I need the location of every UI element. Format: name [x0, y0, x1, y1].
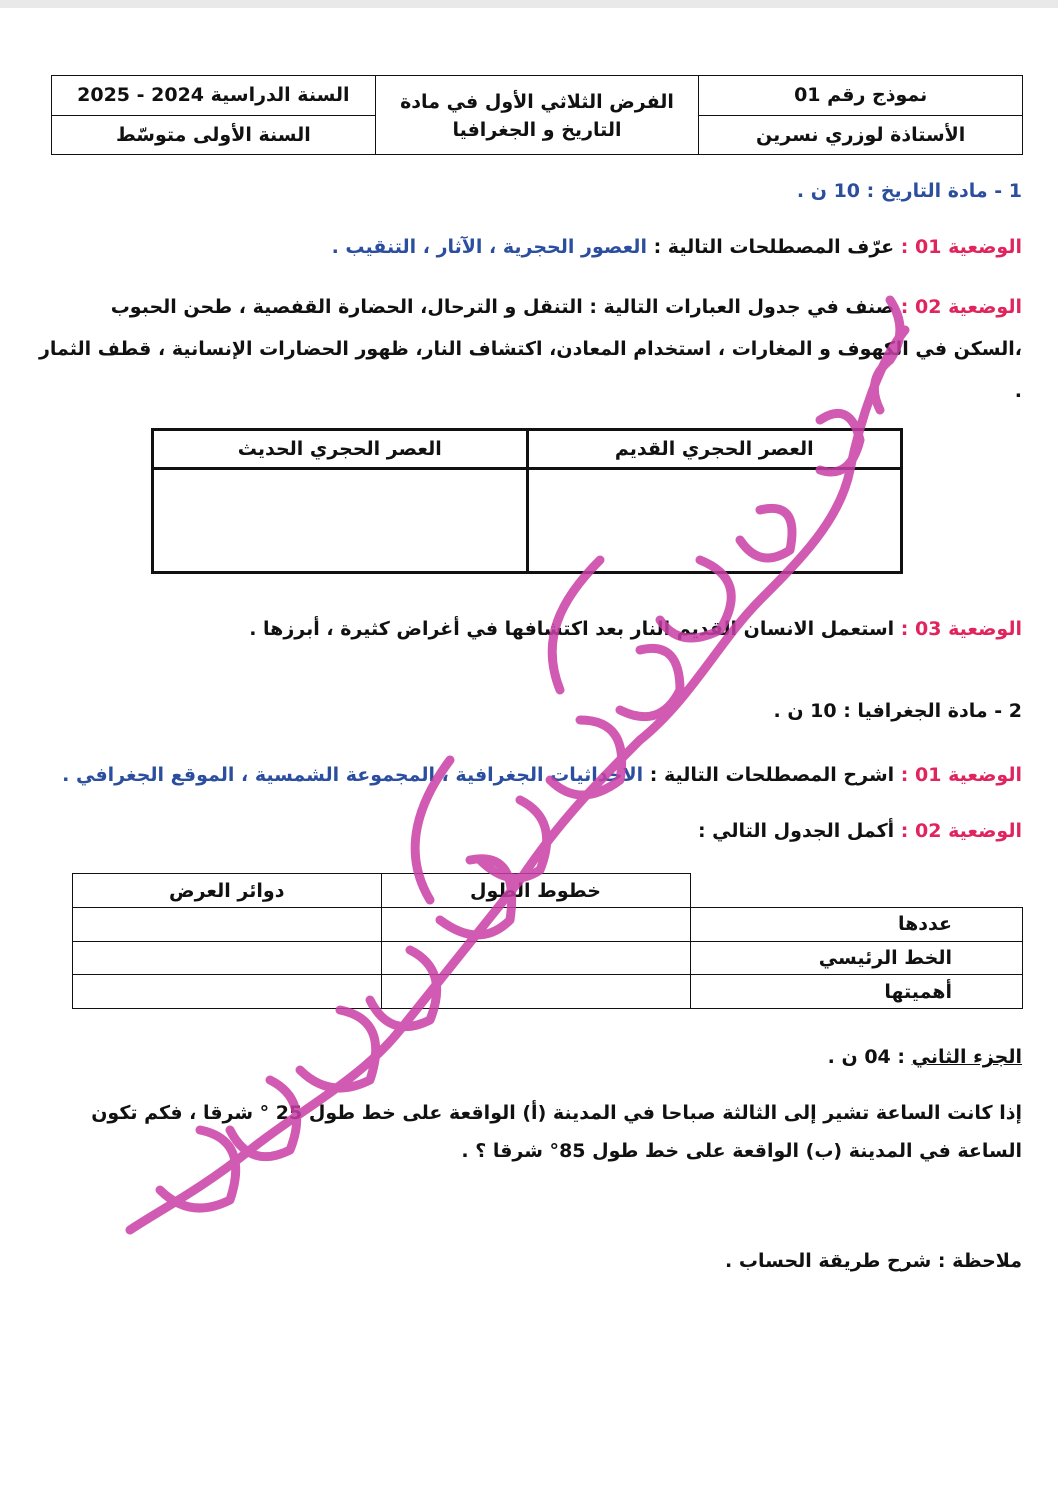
exam-title-line2: التاريخ و الجغرافيا	[452, 119, 622, 141]
history-situation-2	[37, 286, 1022, 412]
history-situation-3	[249, 618, 1022, 640]
row-label-count: عددها	[690, 908, 1023, 942]
answer-cell[interactable]	[381, 975, 690, 1009]
answer-cell[interactable]	[73, 975, 382, 1009]
grade-level: السنة الأولى متوسّط	[52, 115, 376, 155]
exam-title-line1: الفرض الثلاثي الأول في مادة	[400, 91, 674, 113]
situation-label: الوضعية 01 :	[900, 236, 1022, 258]
stone-age-table	[151, 428, 903, 574]
row-label-main-line: الخط الرئيسي	[690, 941, 1023, 975]
part2-heading	[828, 1046, 1022, 1068]
situation-text: عرّف المصطلحات التالية :	[653, 236, 895, 258]
teacher-name: الأستاذة لوزري نسرين	[699, 115, 1023, 155]
answer-cell-paleolithic[interactable]	[527, 469, 902, 573]
model-number: نموذج رقم 01	[699, 76, 1023, 116]
longitude-latitude-table-wrap	[72, 873, 1023, 1009]
part2-question: إذا كانت الساعة تشير إلى الثالثة صباحا في المدينة (أ) الواقعة على خط طول 25 ° شرقا ، فكم تكون الساعة في المدينة (ب) الواقعة على خط طول 85° شرقا ؟ .	[91, 1102, 1022, 1162]
answer-cell[interactable]	[381, 908, 690, 942]
col-latitude: دوائر العرض	[73, 874, 382, 908]
scan-top-edge	[0, 0, 1058, 8]
row-label-importance: أهميتها	[690, 975, 1023, 1009]
school-year: السنة الدراسية 2024 - 2025	[52, 76, 376, 116]
col-neolithic: العصر الحجري الحديث	[153, 430, 528, 469]
answer-cell-neolithic[interactable]	[153, 469, 528, 573]
situation-terms: الاحداثيات الجغرافية ، المجموعة الشمسية ، الموقع الجغرافي .	[62, 764, 644, 786]
geography-heading: 2 - مادة الجغرافيا : 10 ن .	[773, 700, 1022, 722]
situation-label: الوضعية 02 :	[900, 296, 1022, 318]
situation-label: الوضعية 01 :	[900, 764, 1022, 786]
situation-text: استعمل الانسان القديم النار بعد اكتشافها في أغراض كثيرة ، أبرزها .	[249, 618, 895, 640]
exam-header-table	[51, 75, 1023, 155]
history-situation-1	[332, 236, 1022, 258]
situation-terms: العصور الحجرية ، الآثار ، التنقيب .	[331, 236, 647, 258]
part2-points: : 04 ن .	[827, 1046, 905, 1068]
geography-situation-1	[62, 764, 1022, 786]
history-heading: 1 - مادة التاريخ : 10 ن .	[796, 180, 1022, 202]
part2-title: الجزء الثاني	[911, 1046, 1022, 1068]
col-paleolithic: العصر الحجري القديم	[527, 430, 902, 469]
longitude-latitude-table	[72, 873, 1023, 1009]
situation-text: صنف في جدول العبارات التالية : التنقل و الترحال، الحضارة القفصية ، طحن الحبوب ،السكن في الكهوف و المغارات ، استخدام المعادن، اكتشاف النار، ظهور الحضارات الإنسانية ، قطف الثمار .	[38, 296, 1022, 402]
situation-text: أكمل الجدول التالي :	[697, 820, 895, 842]
col-longitude: خطوط الطول	[381, 874, 690, 908]
situation-label: الوضعية 02 :	[900, 820, 1022, 842]
blank-corner	[690, 874, 1023, 908]
part2-note: ملاحظة : شرح طريقة الحساب .	[725, 1250, 1022, 1272]
exam-title	[375, 76, 699, 155]
answer-cell[interactable]	[381, 941, 690, 975]
situation-text: اشرح المصطلحات التالية :	[649, 764, 895, 786]
answer-cell[interactable]	[73, 941, 382, 975]
answer-cell[interactable]	[73, 908, 382, 942]
geography-situation-2	[698, 820, 1022, 842]
situation-label: الوضعية 03 :	[900, 618, 1022, 640]
